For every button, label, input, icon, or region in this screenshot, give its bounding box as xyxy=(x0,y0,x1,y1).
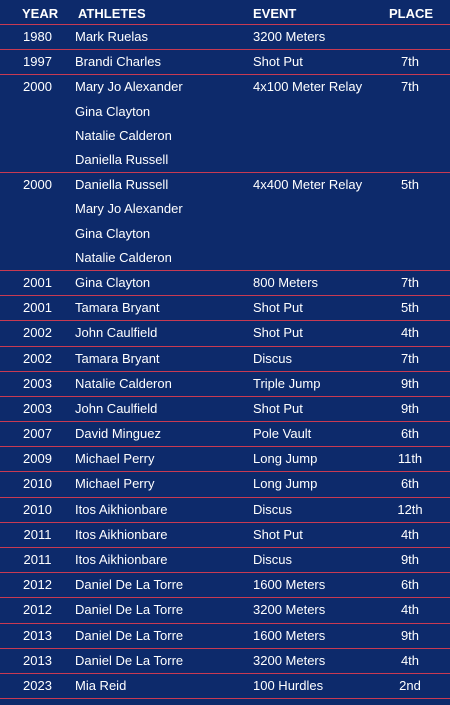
athletes-cell xyxy=(75,498,253,522)
event-cell: Shot Put xyxy=(253,526,303,542)
athlete-name: Natalie Calderon xyxy=(75,375,172,391)
year-cell: 2013 xyxy=(23,627,52,643)
event-cell: Discus xyxy=(253,501,293,517)
place-cell: 4th xyxy=(400,526,420,542)
athletes-cell xyxy=(75,624,253,648)
athlete-name: Mary Jo Alexander xyxy=(75,79,183,95)
athlete-name: Michael Perry xyxy=(75,476,155,492)
event-cell: 100 Hurdles xyxy=(253,677,324,693)
athletes-cell xyxy=(75,372,253,396)
event-cell: Discus xyxy=(253,350,293,366)
place-cell: 4th xyxy=(400,325,420,341)
place-cell: 6th xyxy=(400,577,420,593)
place-cell: 4th xyxy=(400,652,420,668)
athletes-cell xyxy=(75,523,253,547)
table-row xyxy=(0,548,450,573)
athlete-name: Mary Jo Alexander xyxy=(75,201,183,217)
athletes-cell xyxy=(75,447,253,471)
event-cell: 3200 Meters xyxy=(253,652,326,668)
athletes-cell xyxy=(75,321,253,345)
athlete-name: Itos Aikhionbare xyxy=(75,526,168,542)
year-cell: 1980 xyxy=(23,29,52,44)
place-cell: 6th xyxy=(400,476,420,492)
year-cell: 2010 xyxy=(23,501,52,517)
event-cell: Shot Put xyxy=(253,400,303,416)
place-cell: 7th xyxy=(400,350,420,366)
athlete-name: Mark Ruelas xyxy=(75,29,148,44)
athletes-cell xyxy=(75,598,253,622)
header-event: EVENT xyxy=(253,6,297,21)
athletes-cell xyxy=(75,548,253,572)
athletes-cell xyxy=(75,649,253,673)
place-cell xyxy=(375,25,445,49)
athlete-name: Daniel De La Torre xyxy=(75,577,184,593)
event-cell: Shot Put xyxy=(253,54,303,70)
athlete-name: John Caulfield xyxy=(75,325,158,341)
athlete-name: Daniel De La Torre xyxy=(75,652,184,668)
year-cell: 2013 xyxy=(23,652,52,668)
year-cell: 2012 xyxy=(23,577,52,593)
table-row xyxy=(0,372,450,397)
table-row xyxy=(0,598,450,623)
athlete-name: David Minguez xyxy=(75,426,161,442)
event-cell: Long Jump xyxy=(253,476,318,492)
event-cell: 4x100 Meter Relay xyxy=(253,79,363,95)
event-cell: Pole Vault xyxy=(253,426,312,442)
table-body xyxy=(0,25,450,699)
event-cell: 4x400 Meter Relay xyxy=(253,177,363,193)
place-cell: 7th xyxy=(400,274,420,290)
table-header xyxy=(0,0,450,25)
year-cell: 2001 xyxy=(23,274,52,290)
athletes-cell xyxy=(75,50,253,74)
year-cell: 2011 xyxy=(23,526,52,542)
athletes-cell xyxy=(75,173,253,270)
event-cell: 3200 Meters xyxy=(253,29,326,44)
year-cell: 2003 xyxy=(23,375,52,391)
place-cell: 4th xyxy=(400,602,420,618)
event-cell: Triple Jump xyxy=(253,375,321,391)
athletes-cell xyxy=(75,296,253,320)
event-cell: 800 Meters xyxy=(253,274,319,290)
year-cell: 1997 xyxy=(23,54,52,70)
athletes-cell xyxy=(75,347,253,371)
year-cell: 2003 xyxy=(23,400,52,416)
year-cell: 2002 xyxy=(23,350,52,366)
table-row xyxy=(0,624,450,649)
athlete-name: Tamara Bryant xyxy=(75,350,160,366)
event-cell: 1600 Meters xyxy=(253,577,326,593)
event-cell: Shot Put xyxy=(253,325,303,341)
year-cell: 2001 xyxy=(23,300,52,316)
table-row xyxy=(0,75,450,173)
event-cell: Discus xyxy=(253,552,293,568)
event-cell: 3200 Meters xyxy=(253,602,326,618)
athletes-cell xyxy=(75,573,253,597)
athletes-cell xyxy=(75,397,253,421)
athlete-name: Daniella Russell xyxy=(75,177,169,193)
table-row xyxy=(0,649,450,674)
athlete-name: Natalie Calderon xyxy=(75,127,172,143)
place-cell: 9th xyxy=(400,375,420,391)
table-row xyxy=(0,296,450,321)
table-row xyxy=(0,321,450,346)
athlete-name: Brandi Charles xyxy=(75,54,161,70)
place-cell: 7th xyxy=(400,54,420,70)
table-row xyxy=(0,573,450,598)
table-row xyxy=(0,674,450,699)
athlete-name: Mia Reid xyxy=(75,677,127,693)
athlete-name: Tamara Bryant xyxy=(75,300,160,316)
table-row xyxy=(0,447,450,472)
place-cell: 7th xyxy=(400,79,420,95)
athlete-name: John Caulfield xyxy=(75,400,158,416)
athlete-name: Michael Perry xyxy=(75,451,155,467)
table-row xyxy=(0,397,450,422)
athlete-name: Gina Clayton xyxy=(75,225,151,241)
athletes-cell xyxy=(75,674,253,698)
athletes-cell xyxy=(75,472,253,496)
table-row xyxy=(0,271,450,296)
table-row xyxy=(0,50,450,75)
place-cell: 5th xyxy=(400,300,420,316)
header-place: PLACE xyxy=(389,6,434,21)
athletes-cell xyxy=(75,422,253,446)
year-cell: 2023 xyxy=(23,677,52,693)
year-cell: 2011 xyxy=(23,552,52,568)
athlete-name: Daniel De La Torre xyxy=(75,627,184,643)
year-cell: 2009 xyxy=(23,451,52,467)
athletes-cell xyxy=(75,25,253,49)
header-year: YEAR xyxy=(22,6,59,21)
header-athletes: ATHLETES xyxy=(78,6,146,21)
table-row xyxy=(0,173,450,271)
place-cell: 2nd xyxy=(399,677,421,693)
event-cell: 1600 Meters xyxy=(253,627,326,643)
athlete-name: Natalie Calderon xyxy=(75,249,172,265)
athlete-name: Gina Clayton xyxy=(75,274,151,290)
place-cell: 9th xyxy=(400,552,420,568)
place-cell: 9th xyxy=(400,627,420,643)
athlete-name: Itos Aikhionbare xyxy=(75,552,168,568)
table-row xyxy=(0,523,450,548)
table-row xyxy=(0,347,450,372)
place-cell: 6th xyxy=(400,426,420,442)
year-cell: 2010 xyxy=(23,476,52,492)
table-row xyxy=(0,422,450,447)
athletes-cell xyxy=(75,271,253,295)
event-cell: Shot Put xyxy=(253,300,303,316)
table-row xyxy=(0,25,450,50)
year-cell: 2000 xyxy=(23,177,52,193)
place-cell: 12th xyxy=(397,501,423,517)
event-cell: Long Jump xyxy=(253,451,318,467)
athlete-name: Daniel De La Torre xyxy=(75,602,184,618)
table-row xyxy=(0,498,450,523)
place-cell: 9th xyxy=(400,400,420,416)
year-cell: 2012 xyxy=(23,602,52,618)
place-cell: 5th xyxy=(400,177,420,193)
athlete-name: Itos Aikhionbare xyxy=(75,501,168,517)
year-cell: 2002 xyxy=(23,325,52,341)
athletes-cell xyxy=(75,75,253,172)
year-cell: 2000 xyxy=(23,79,52,95)
athlete-name: Daniella Russell xyxy=(75,151,169,167)
year-cell: 2007 xyxy=(23,426,52,442)
table-row xyxy=(0,472,450,497)
place-cell: 11th xyxy=(397,451,423,467)
athlete-name: Gina Clayton xyxy=(75,103,151,119)
